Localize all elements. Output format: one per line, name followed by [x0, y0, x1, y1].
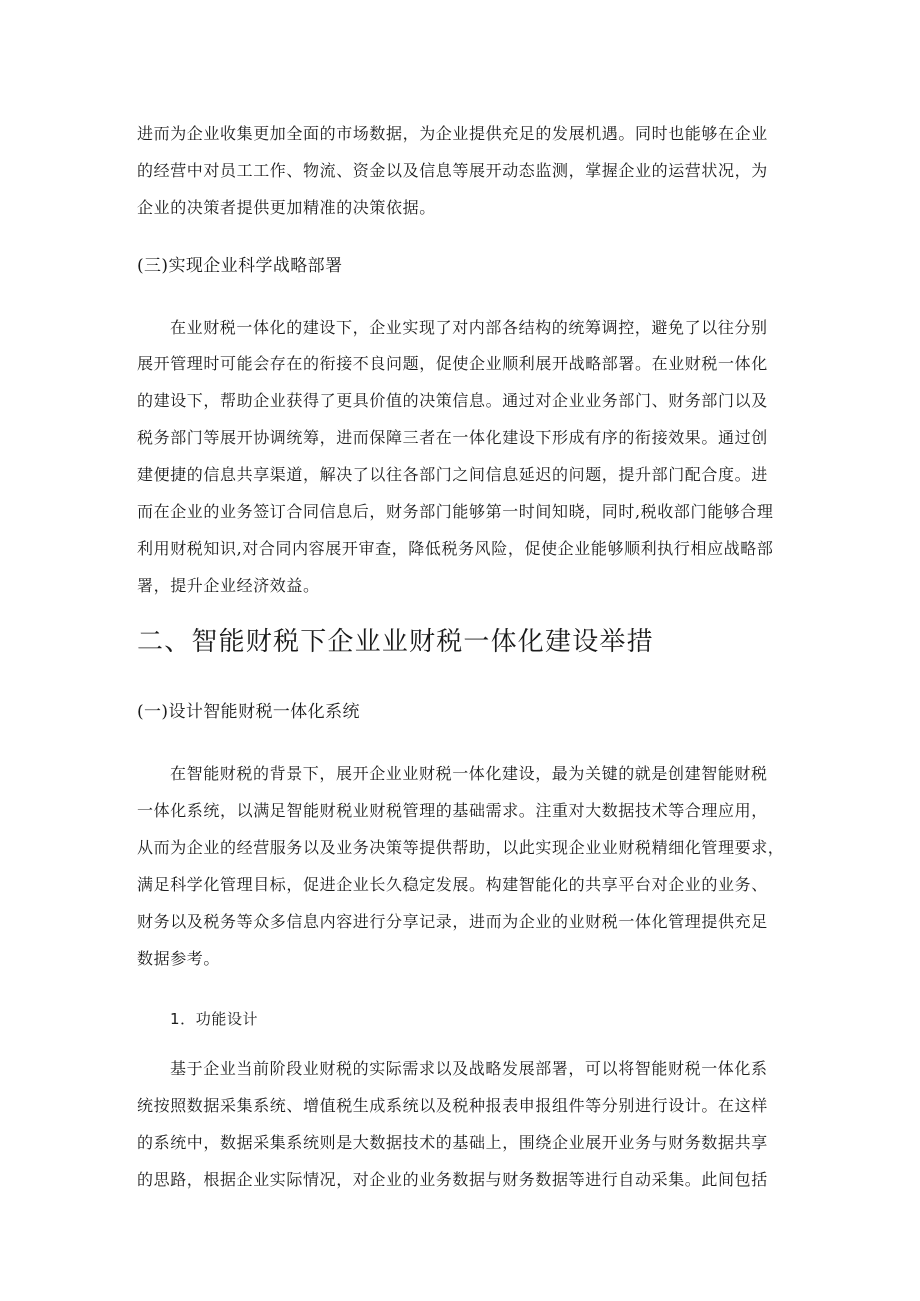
- chapter-heading: 二、智能财税下企业业财税一体化建设举措: [137, 627, 654, 657]
- paragraph-line: 利用财税知识,对合同内容展开审查，降低税务风险，促使企业能够顺利执行相应战略部: [137, 539, 774, 558]
- paragraph-line: 一体化系统，以满足智能财税业财税管理的基础需求。注重对大数据技术等合理应用，: [137, 801, 768, 820]
- paragraph-line: 在智能财税的背景下，展开企业业财税一体化建设，最为关键的就是创建智能财税: [170, 764, 768, 783]
- paragraph-line: 从而为企业的经营服务以及业务决策等提供帮助，以此实现企业业财税精细化管理要求，: [137, 838, 785, 857]
- paragraph-line: 建便捷的信息共享渠道，解决了以往各部门之间信息延迟的问题，提升部门配合度。进: [137, 465, 768, 484]
- paragraph-line: 统按照数据采集系统、增值税生成系统以及税种报表申报组件等分别进行设计。在这样: [137, 1096, 768, 1115]
- paragraph-line: 署，提升企业经济效益。: [137, 576, 320, 595]
- section-heading: (一)设计智能财税一体化系统: [137, 702, 360, 722]
- paragraph-line: 企业的决策者提供更加精准的决策依据。: [137, 198, 436, 217]
- paragraph-line: 满足科学化管理目标，促进企业长久稳定发展。构建智能化的共享平台对企业的业务、: [137, 875, 768, 894]
- paragraph-line: 的思路，根据企业实际情况，对企业的业务数据与财务数据等进行自动采集。此间包括: [137, 1170, 768, 1189]
- paragraph-line: 展开管理时可能会存在的衔接不良问题，促使企业顺利展开战略部署。在业财税一体化: [137, 354, 768, 373]
- section-heading: (三)实现企业科学战略部署: [137, 256, 343, 276]
- paragraph-line: 的系统中，数据采集系统则是大数据技术的基础上，围绕企业展开业务与财务数据共享: [137, 1133, 768, 1152]
- list-item-heading: 1．功能设计: [170, 1010, 259, 1028]
- paragraph-line: 数据参考。: [137, 949, 221, 968]
- paragraph-line: 财务以及税务等众多信息内容进行分享记录，进而为企业的业财税一体化管理提供充足: [137, 912, 768, 931]
- paragraph-line: 税务部门等展开协调统筹，进而保障三者在一体化建设下形成有序的衔接效果。通过创: [137, 428, 768, 447]
- paragraph-line: 的经营中对员工工作、物流、资金以及信息等展开动态监测，掌握企业的运营状况，为: [137, 161, 768, 180]
- paragraph-line: 进而为企业收集更加全面的市场数据，为企业提供充足的发展机遇。同时也能够在企业: [137, 124, 768, 143]
- paragraph-line: 基于企业当前阶段业财税的实际需求以及战略发展部署，可以将智能财税一体化系: [170, 1059, 768, 1078]
- paragraph-line: 在业财税一体化的建设下，企业实现了对内部各结构的统筹调控，避免了以往分别: [170, 318, 768, 337]
- paragraph-line: 而在企业的业务签订合同信息后，财务部门能够第一时间知晓，同时,税收部门能够合理: [137, 502, 774, 521]
- paragraph-line: 的建设下，帮助企业获得了更具价值的决策信息。通过对企业业务部门、财务部门以及: [137, 391, 768, 410]
